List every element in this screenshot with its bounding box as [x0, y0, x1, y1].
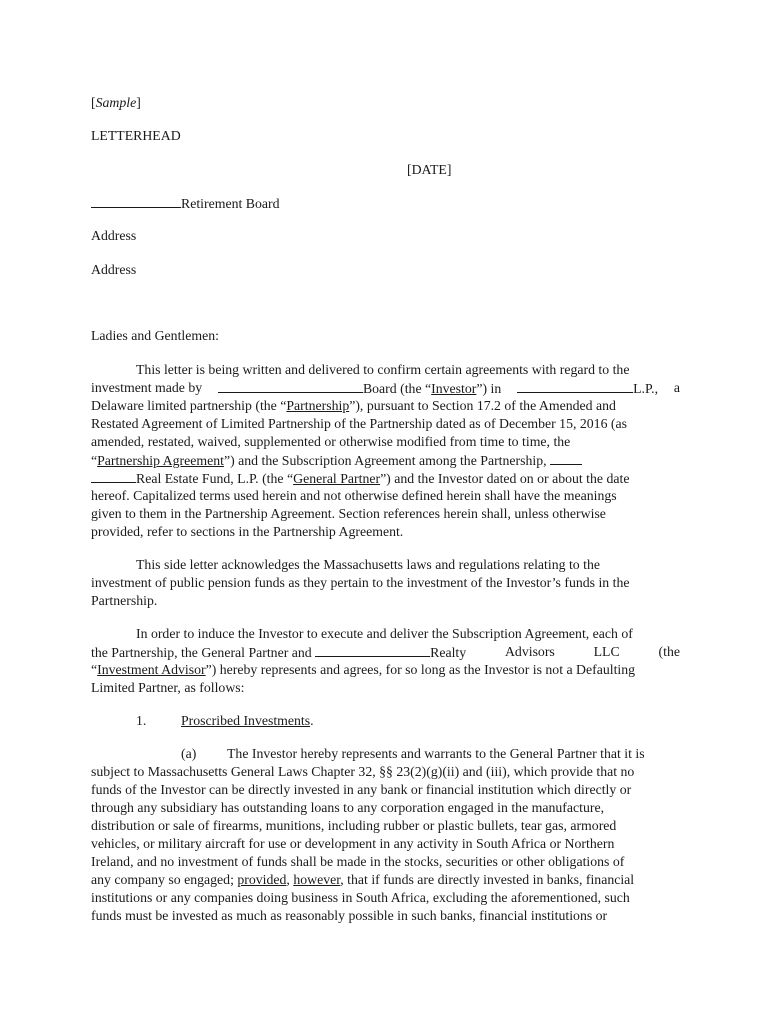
- para1-line: given to them in the Partnership Agreement. Section references herein shall, unless otherwise: [91, 506, 606, 521]
- para3-line: “Investment Advisor”) hereby represents and agrees, for so long as the Investor is not a Defaulting: [91, 662, 636, 677]
- blank-advisor-name: [315, 643, 430, 657]
- defined-term-investment-advisor: Investment Advisor: [97, 662, 206, 677]
- para1-line: Real Estate Fund, L.P. (the “General Partner”) and the Investor dated on or about the date: [91, 469, 629, 488]
- addressee-board: Retirement Board: [181, 196, 280, 211]
- para4-line: funds of the Investor can be directly invested in any bank or financial institution which directly or: [91, 782, 632, 797]
- addressee-line: [91, 194, 279, 213]
- para3-line: the Partnership, the General Partner and Realty Advisors LLC (the: [91, 644, 680, 660]
- para4-line: any company so engaged; provided, however, that if funds are directly invested in banks, financial: [91, 872, 635, 887]
- blank-board: [218, 379, 363, 393]
- letterhead: LETTERHEAD: [91, 128, 181, 143]
- para2-line: This side letter acknowledges the Massachusetts laws and regulations relating to the: [136, 557, 600, 572]
- sample-label: [Sample]: [91, 95, 141, 110]
- para1-line: amended, restated, waived, supplemented or otherwise modified from time to time, the: [91, 434, 571, 449]
- para4-line: vehicles, or military aircraft for use or development in any activity in South Africa or Northern: [91, 836, 615, 851]
- address-line-2: Address: [91, 262, 137, 277]
- para1-line: “Partnership Agreement”) and the Subscription Agreement among the Partnership,: [91, 451, 582, 470]
- para3-line: Limited Partner, as follows:: [91, 680, 245, 695]
- sample-text: Sample: [95, 95, 137, 110]
- blank-fund-name-cont: [91, 469, 136, 483]
- defined-term-partnership-agreement: Partnership Agreement: [97, 453, 224, 468]
- defined-term-investor: Investor: [431, 381, 477, 396]
- address-line-1: Address: [91, 228, 137, 243]
- section-number: 1.: [136, 713, 147, 728]
- para4-line: through any subsidiary has outstanding loans to any corporation engaged in the manufacture,: [91, 800, 605, 815]
- para2-line: investment of public pension funds as they pertain to the investment of the Investor’s funds in the: [91, 575, 630, 590]
- defined-term-general-partner: General Partner: [293, 471, 381, 486]
- blank-board-name: [91, 194, 181, 208]
- para1-line: hereof. Capitalized terms used herein and not otherwise defined herein shall have the meanings: [91, 488, 617, 503]
- para1-line: Delaware limited partnership (the “Partnership”), pursuant to Section 17.2 of the Amended and: [91, 398, 616, 413]
- para4-line: The Investor hereby represents and warrants to the General Partner that it is: [227, 746, 645, 761]
- term-provided: provided: [237, 872, 287, 887]
- para3-line: In order to induce the Investor to execute and deliver the Subscription Agreement, each of: [136, 626, 633, 641]
- salutation: Ladies and Gentlemen:: [91, 328, 219, 343]
- para1-line: investment made by Board (the “Investor”) in L.P., a: [91, 380, 680, 396]
- date-placeholder: [DATE]: [407, 162, 452, 177]
- para4-line: distribution or sale of firearms, munitions, including rubber or plastic bullets, tear gas, armored: [91, 818, 617, 833]
- section-title: Proscribed Investments.: [181, 713, 314, 728]
- para1-line: This letter is being written and delivered to confirm certain agreements with regard to the: [136, 362, 630, 377]
- para4-line: funds must be invested as much as reasonably possible in such banks, financial institutions or: [91, 908, 608, 923]
- para2-line: Partnership.: [91, 593, 158, 608]
- para4-line: Ireland, and no investment of funds shall be made in the stocks, securities or other obligations of: [91, 854, 625, 869]
- blank-fund-name: [550, 451, 582, 465]
- defined-term-partnership: Partnership: [286, 398, 350, 413]
- para4-line: subject to Massachusetts General Laws Chapter 32, §§ 23(2)(g)(ii) and (iii), which provide that no: [91, 764, 635, 779]
- para1-line: provided, refer to sections in the Partnership Agreement.: [91, 524, 404, 539]
- subsection-label: (a): [181, 746, 197, 761]
- para1-line: Restated Agreement of Limited Partnership of the Partnership dated as of December 15, 2016 (as: [91, 416, 628, 431]
- term-however: however: [293, 872, 341, 887]
- para4-line: institutions or any companies doing business in South Africa, excluding the aforementioned, such: [91, 890, 630, 905]
- blank-lp-name: [517, 379, 633, 393]
